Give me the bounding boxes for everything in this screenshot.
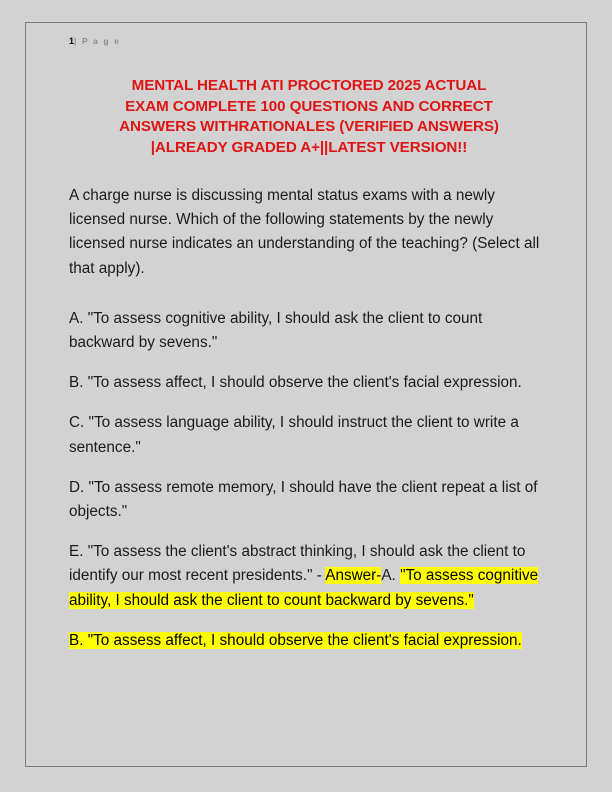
option-a: A. "To assess cognitive ability, I should ask the client to count backward by sevens." — [69, 309, 483, 352]
page-content — [69, 34, 549, 669]
document-page — [25, 22, 587, 767]
paragraph-spacer — [69, 281, 547, 307]
question-text: A charge nurse is discussing mental status exams with a newly licensed nurse. Which of the following statements by the newly licensed nurse indicates an understanding of the teaching? (Select all that apply). — [69, 187, 540, 277]
title-line-3: ANSWERS WITHRATIONALES (VERIFIED ANSWERS) — [119, 118, 499, 135]
title-line-4: |ALREADY GRADED A+||LATEST VERSION!! — [150, 138, 468, 156]
page-label: | P a g e — [74, 36, 121, 46]
document-body — [69, 184, 547, 653]
answer-marker: Answer- — [325, 567, 382, 585]
document-title — [69, 76, 549, 158]
answer-a-prefix: A. — [381, 567, 401, 585]
option-d: D. "To assess remote memory, I should have the client repeat a list of objects." — [69, 478, 538, 521]
option-b: B. "To assess affect, I should observe the client's facial expression. — [69, 374, 522, 392]
page-number: 1 — [69, 36, 75, 46]
answer-b-highlighted: B. "To assess affect, I should observe the client's facial expression. — [69, 631, 522, 649]
option-e-and-answer — [69, 540, 547, 613]
running-header — [69, 34, 549, 50]
option-e-text: E. "To assess the client's abstract thinking, I should ask the client to identify our most recent presidents." - — [69, 543, 526, 585]
title-line-1: MENTAL HEALTH ATI PROCTORED 2025 ACTUAL — [131, 77, 487, 94]
option-c: C. "To assess language ability, I should instruct the client to write a sentence." — [69, 414, 519, 456]
answer-a-highlighted: "To assess cognitive ability, I should ask the client to count backward by sevens." — [69, 567, 539, 609]
answer-b-paragraph — [69, 629, 547, 653]
title-line-2: EXAM COMPLETE 100 QUESTIONS AND CORRECT — [125, 97, 493, 115]
